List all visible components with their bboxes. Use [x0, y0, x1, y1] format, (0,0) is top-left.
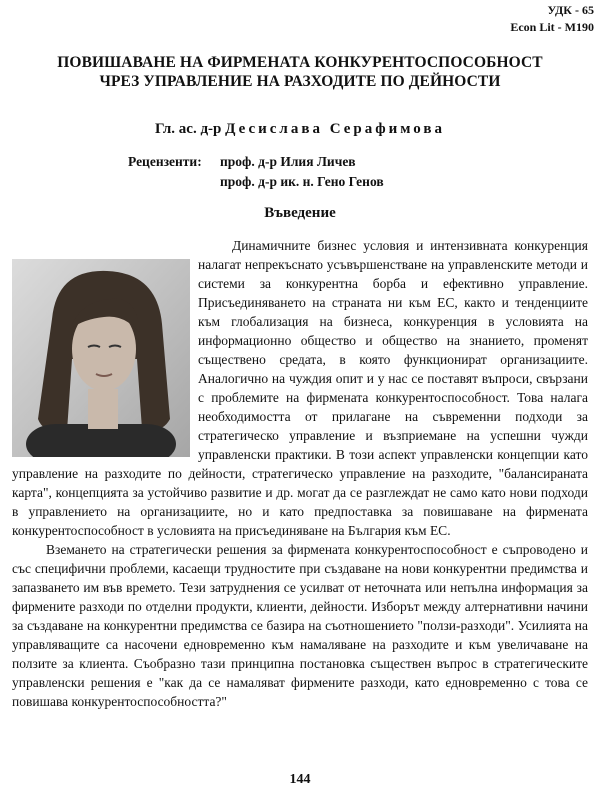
author-name: Десислава Серафимова — [225, 121, 445, 137]
article-title — [10, 53, 590, 91]
udk-code: УДК - 65 — [547, 3, 594, 17]
reviewers-block — [128, 152, 384, 192]
reviewer-row-1 — [128, 152, 384, 172]
econlit-code: Econ Lit - M190 — [510, 20, 594, 34]
reviewer-row-2 — [128, 172, 384, 192]
section-heading: Въведение — [264, 205, 336, 221]
reviewer-2: проф. д-р ик. н. Гено Генов — [220, 174, 384, 189]
title-line-1: ПОВИШАВАНЕ НА ФИРМЕНАТА КОНКУРЕНТОСПОСОБНОСТ — [57, 54, 543, 71]
page-number: 144 — [289, 772, 311, 787]
author-portrait-photo — [12, 259, 190, 457]
paragraph-2: Вземането на стратегически решения за фирмената конкурентоспособност е съпроводено и със специфични проблеми, касаещи трудностите при създаване на нови конкурентни предимства и запазването им във времето. Тези затруднения се усилват от неточната или непълна информация за фирмените разходи по отделни продукти, клиенти, дейности. Изборът между алтернативни начини за създаване на конкурентни предимства се базира на съотношението "ползи-разходи". Усилията на управляващите са насочени едновременно към намаляване на разходите и към увеличаване на ползите за клиента. Съобразно тази принципна постановка съществен въпрос в стратегическите управленски решения е "как да се намаляват фирмените разходи, като едновременно с това се повишава конкурентоспособността?" — [12, 542, 588, 709]
author-prefix: Гл. ас. д-р — [155, 121, 222, 137]
title-line-2: ЧРЕЗ УПРАВЛЕНИЕ НА РАЗХОДИТЕ ПО ДЕЙНОСТИ — [99, 73, 501, 90]
reviewers-label: Рецензенти: — [128, 154, 202, 169]
author-line — [0, 121, 600, 138]
classification-codes — [510, 2, 594, 36]
portrait-illustration — [12, 259, 190, 457]
reviewer-1: проф. д-р Илия Личев — [220, 154, 356, 169]
paragraph-1: Динамичните бизнес условия и интензивната конкуренция налагат непрекъснато усъвършенстване на управленските методи и системи за конкурентна борба и ефективно управление. Присъединяването на страната ни към ЕС, както и тенденциите към глобализация на бизнеса, конкуренция в условията на информационно общество и общество на знанието, променят съществено средата, в която функционират организациите. Аналогично на чуждия опит и у нас се поставят въпроси, свързани с проблемите на фирмената конкурентоспособност. Това налага необходимостта от прилагане на съвременни подходи за стратегическо управление и възприемане на успешни чужди управленски практики. В този аспект управленски концепции като управление на разходите по дейности, стратегическо управление на разходите, "балансираната карта", концепцията за устойчиво развитие и др. могат да се разглеждат не само като нови подходи в управлението на организациите, но и като предпоставка за повишаване на фирмената конкурентоспособност в условията на присъединяване на България към ЕС. — [12, 238, 588, 538]
